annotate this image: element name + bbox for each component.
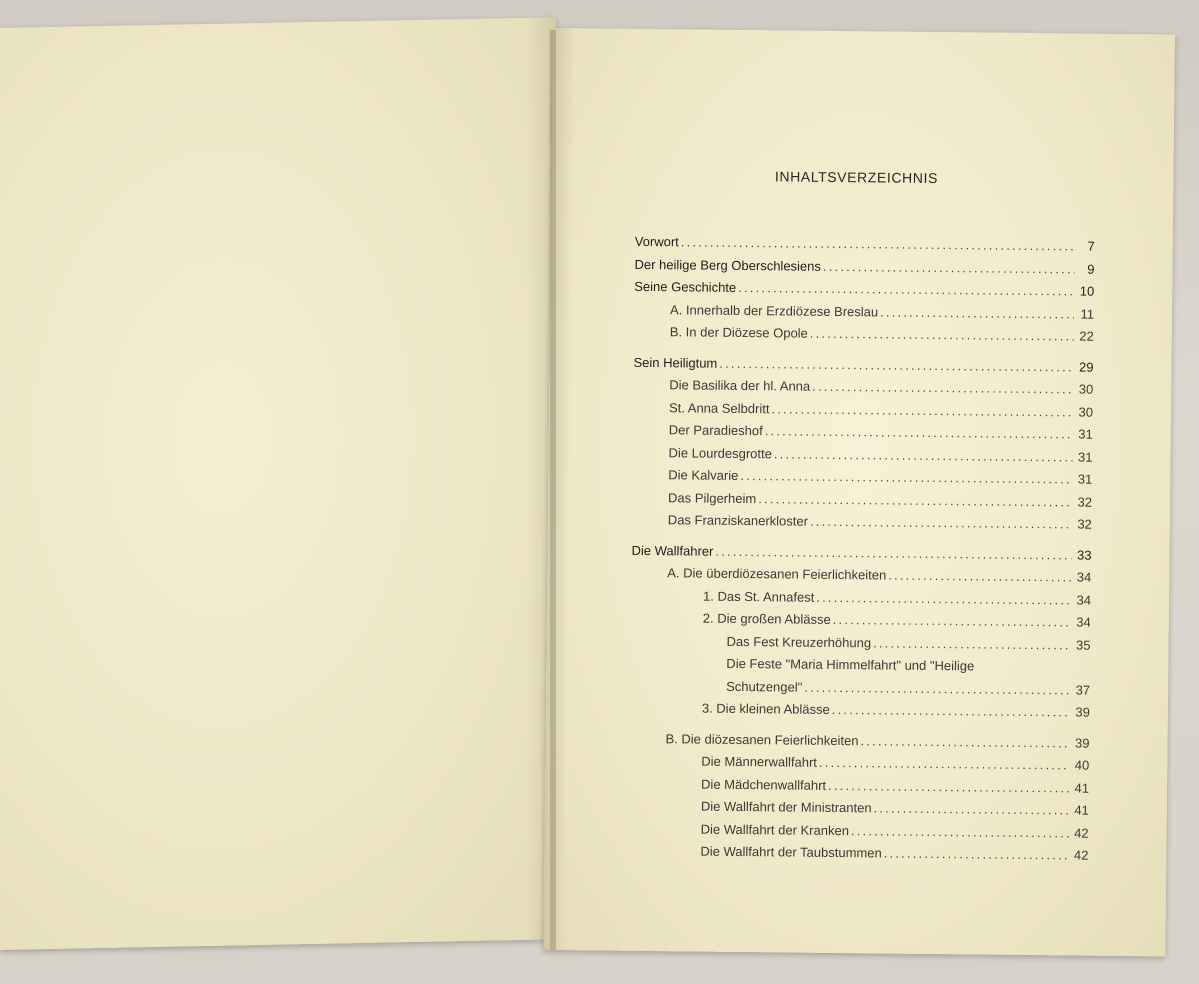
toc-entry: Die Basilika der hl. Anna ..... 30 xyxy=(633,377,1093,404)
book-gutter xyxy=(550,30,556,950)
toc-entry: St. Anna Selbdritt ..... 30 xyxy=(633,399,1093,426)
toc-entry-continued: Die Feste "Maria Himmelfahrt" und "Heilige xyxy=(726,655,975,674)
toc-entry: 2. Die großen Ablässe ..... 34 xyxy=(631,610,1091,637)
toc-entry: A. Innerhalb der Erzdiözese Breslau ..... 11 xyxy=(634,301,1094,328)
toc-title: INHALTSVERZEICHNIS xyxy=(774,168,939,187)
toc-entry: Die Kalvarie ..... 31 xyxy=(632,467,1092,494)
toc-entry: Das Pilgerheim ..... 32 xyxy=(632,489,1092,516)
toc-entry: Die Wallfahrt der Kranken ..... 42 xyxy=(628,820,1088,847)
toc-entry: Sein Heiligtum ..... 29 xyxy=(633,354,1093,381)
toc-entry: B. Die diözesanen Feierlichkeiten ..... 39 xyxy=(629,730,1089,757)
toc-entry: 3. Die kleinen Ablässe ..... 39 xyxy=(630,700,1090,727)
toc-entry: Der Paradieshof ..... 31 xyxy=(633,422,1093,449)
toc-entry: Die Wallfahrt der Taubstummen ..... 42 xyxy=(628,843,1088,870)
toc-entry: Die Lourdesgrotte ..... 31 xyxy=(632,444,1092,471)
toc-entry: Das Fest Kreuzerhöhung ..... 35 xyxy=(630,632,1090,659)
toc-entry: Die Wallfahrer ..... 33 xyxy=(631,542,1091,569)
toc-entry: Vorwort ..... 7 xyxy=(635,234,1095,261)
toc-entry: Das Franziskanerkloster ..... 32 xyxy=(632,512,1092,539)
toc-list xyxy=(628,234,1095,870)
toc-entry: Die Mädchenwallfahrt ..... 41 xyxy=(629,775,1089,802)
toc-entry: Der heilige Berg Oberschlesiens ..... 9 xyxy=(634,256,1094,283)
toc-entry: 1. Das St. Annafest ..... 34 xyxy=(631,587,1091,614)
toc-entry: B. In der Diözese Opole ..... 22 xyxy=(634,324,1094,351)
toc-entry: A. Die überdiözesanen Feierlichkeiten ..... 34 xyxy=(631,565,1091,592)
toc-entry: Die Männerwallfahrt ..... 40 xyxy=(629,753,1089,780)
toc-entry: Seine Geschichte ..... 10 xyxy=(634,279,1094,306)
toc-entry: Die Wallfahrt der Ministranten ..... 41 xyxy=(629,798,1089,825)
left-page-blank xyxy=(0,17,556,950)
toc-entry: Schutzengel" ..... 37 xyxy=(630,677,1090,704)
right-page-toc xyxy=(543,28,1175,956)
